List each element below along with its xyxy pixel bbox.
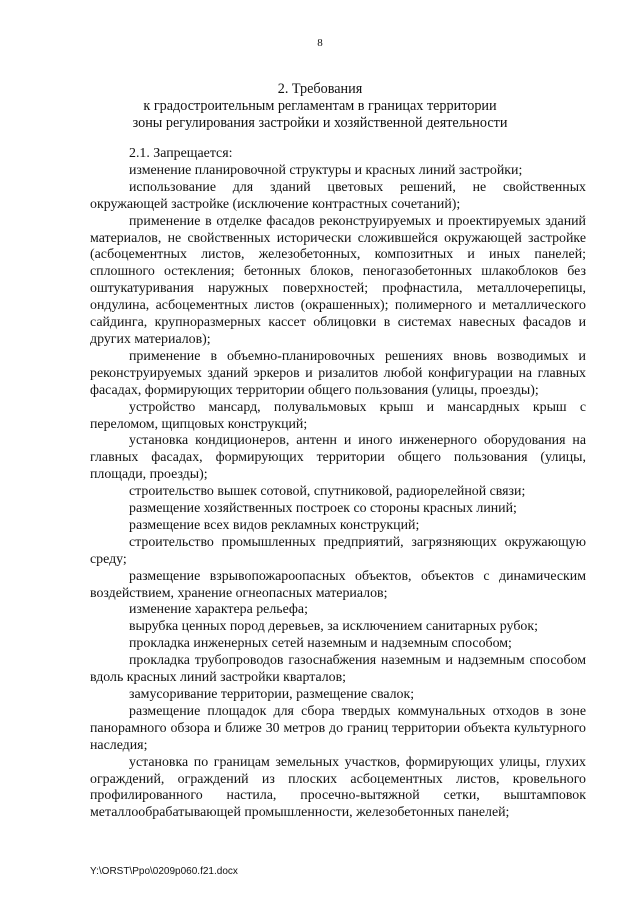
- heading-line-3: зоны регулирования застройки и хозяйственной деятельности: [132, 115, 508, 131]
- prohibition-item: устройство мансард, полувальмовых крыш и мансардных крыш с переломом, щипцовых конструкций;: [90, 399, 586, 432]
- prohibition-item: строительство промышленных предприятий, загрязняющих окружающую среду;: [90, 534, 586, 567]
- page-number: 8: [317, 37, 323, 49]
- document-body: [90, 146, 586, 822]
- prohibition-item: вырубка ценных пород деревьев, за исключением санитарных рубок;: [129, 619, 538, 635]
- prohibition-item: прокладка инженерных сетей наземным и надземным способом;: [129, 636, 512, 652]
- prohibition-item: замусоривание территории, размещение свалок;: [129, 687, 415, 702]
- prohibition-item: размещение площадок для сбора твердых коммунальных отходов в зоне панорамного обзора и ближе 30 метров до границ территории объекта культурного наследия;: [90, 703, 586, 753]
- prohibition-item: использование для зданий цветовых решений, не свойственных окружающей застройке (исключение контрастных сочетаний);: [90, 179, 586, 212]
- heading-line-1: 2. Требования: [277, 81, 363, 97]
- prohibition-item: размещение взрывопожароопасных объектов, объектов с динамическим воздействием, хранение огнеопасных материалов;: [90, 568, 586, 601]
- prohibition-item: размещение всех видов рекламных конструкций;: [129, 517, 420, 533]
- prohibition-item: установка по границам земельных участков, формирующих улицы, глухих ограждений, ограждений из плоских асбоцементных листов, кровельного профилированного настила, просечно-вытяжной сетки, выштамповок металлообрабатывающей промышленности, железобетонных панелей;: [90, 754, 586, 821]
- prohibition-item: прокладка трубопроводов газоснабжения наземным и надземным способом вдоль красных линий застройки кварталов;: [90, 653, 586, 686]
- prohibition-item: установка кондиционеров, антенн и иного инженерного оборудования на главных фасадах, формирующих территории общего пользования (улицы, площади, проезды);: [90, 433, 586, 483]
- section-heading: [90, 81, 550, 132]
- subsection-title: 2.1. Запрещается:: [129, 146, 233, 161]
- prohibition-item: изменение планировочной структуры и красных линий застройки;: [129, 162, 523, 178]
- footer-file-path: Y:\ORST\Ppo\0209p060.f21.docx: [90, 866, 238, 877]
- prohibition-item: применение в отделке фасадов реконструируемых и проектируемых зданий материалов, не свойственных исторически сложившейся окружающей застройке (асбоцементных листов, железобетонных, композитных и иных панелей; сплошного остекления; бетонных блоков, пеногазобетонных шлакоблоков без оштукатуривания наружных поверхностей; профнастила, металлочерепицы, ондулина, асбоцементных листов (окрашенных); полимерного и металлического сайдинга, крупноразмерных кассет облицовки в системах навесных фасадов и других материалов);: [90, 213, 586, 347]
- prohibition-item: изменение характера рельефа;: [129, 602, 308, 618]
- prohibition-item: размещение хозяйственных построек со стороны красных линий;: [129, 501, 517, 517]
- prohibition-item: применение в объемно-планировочных решениях вновь возводимых и реконструируемых зданий эркеров и ризалитов любой конфигурации на главных фасадах, формирующих территории общего пользования (улицы, проезды);: [90, 348, 586, 398]
- heading-line-2: к градостроительным регламентам в границах территории: [143, 98, 497, 114]
- prohibition-item: строительство вышек сотовой, спутниковой, радиорелейной связи;: [129, 484, 526, 500]
